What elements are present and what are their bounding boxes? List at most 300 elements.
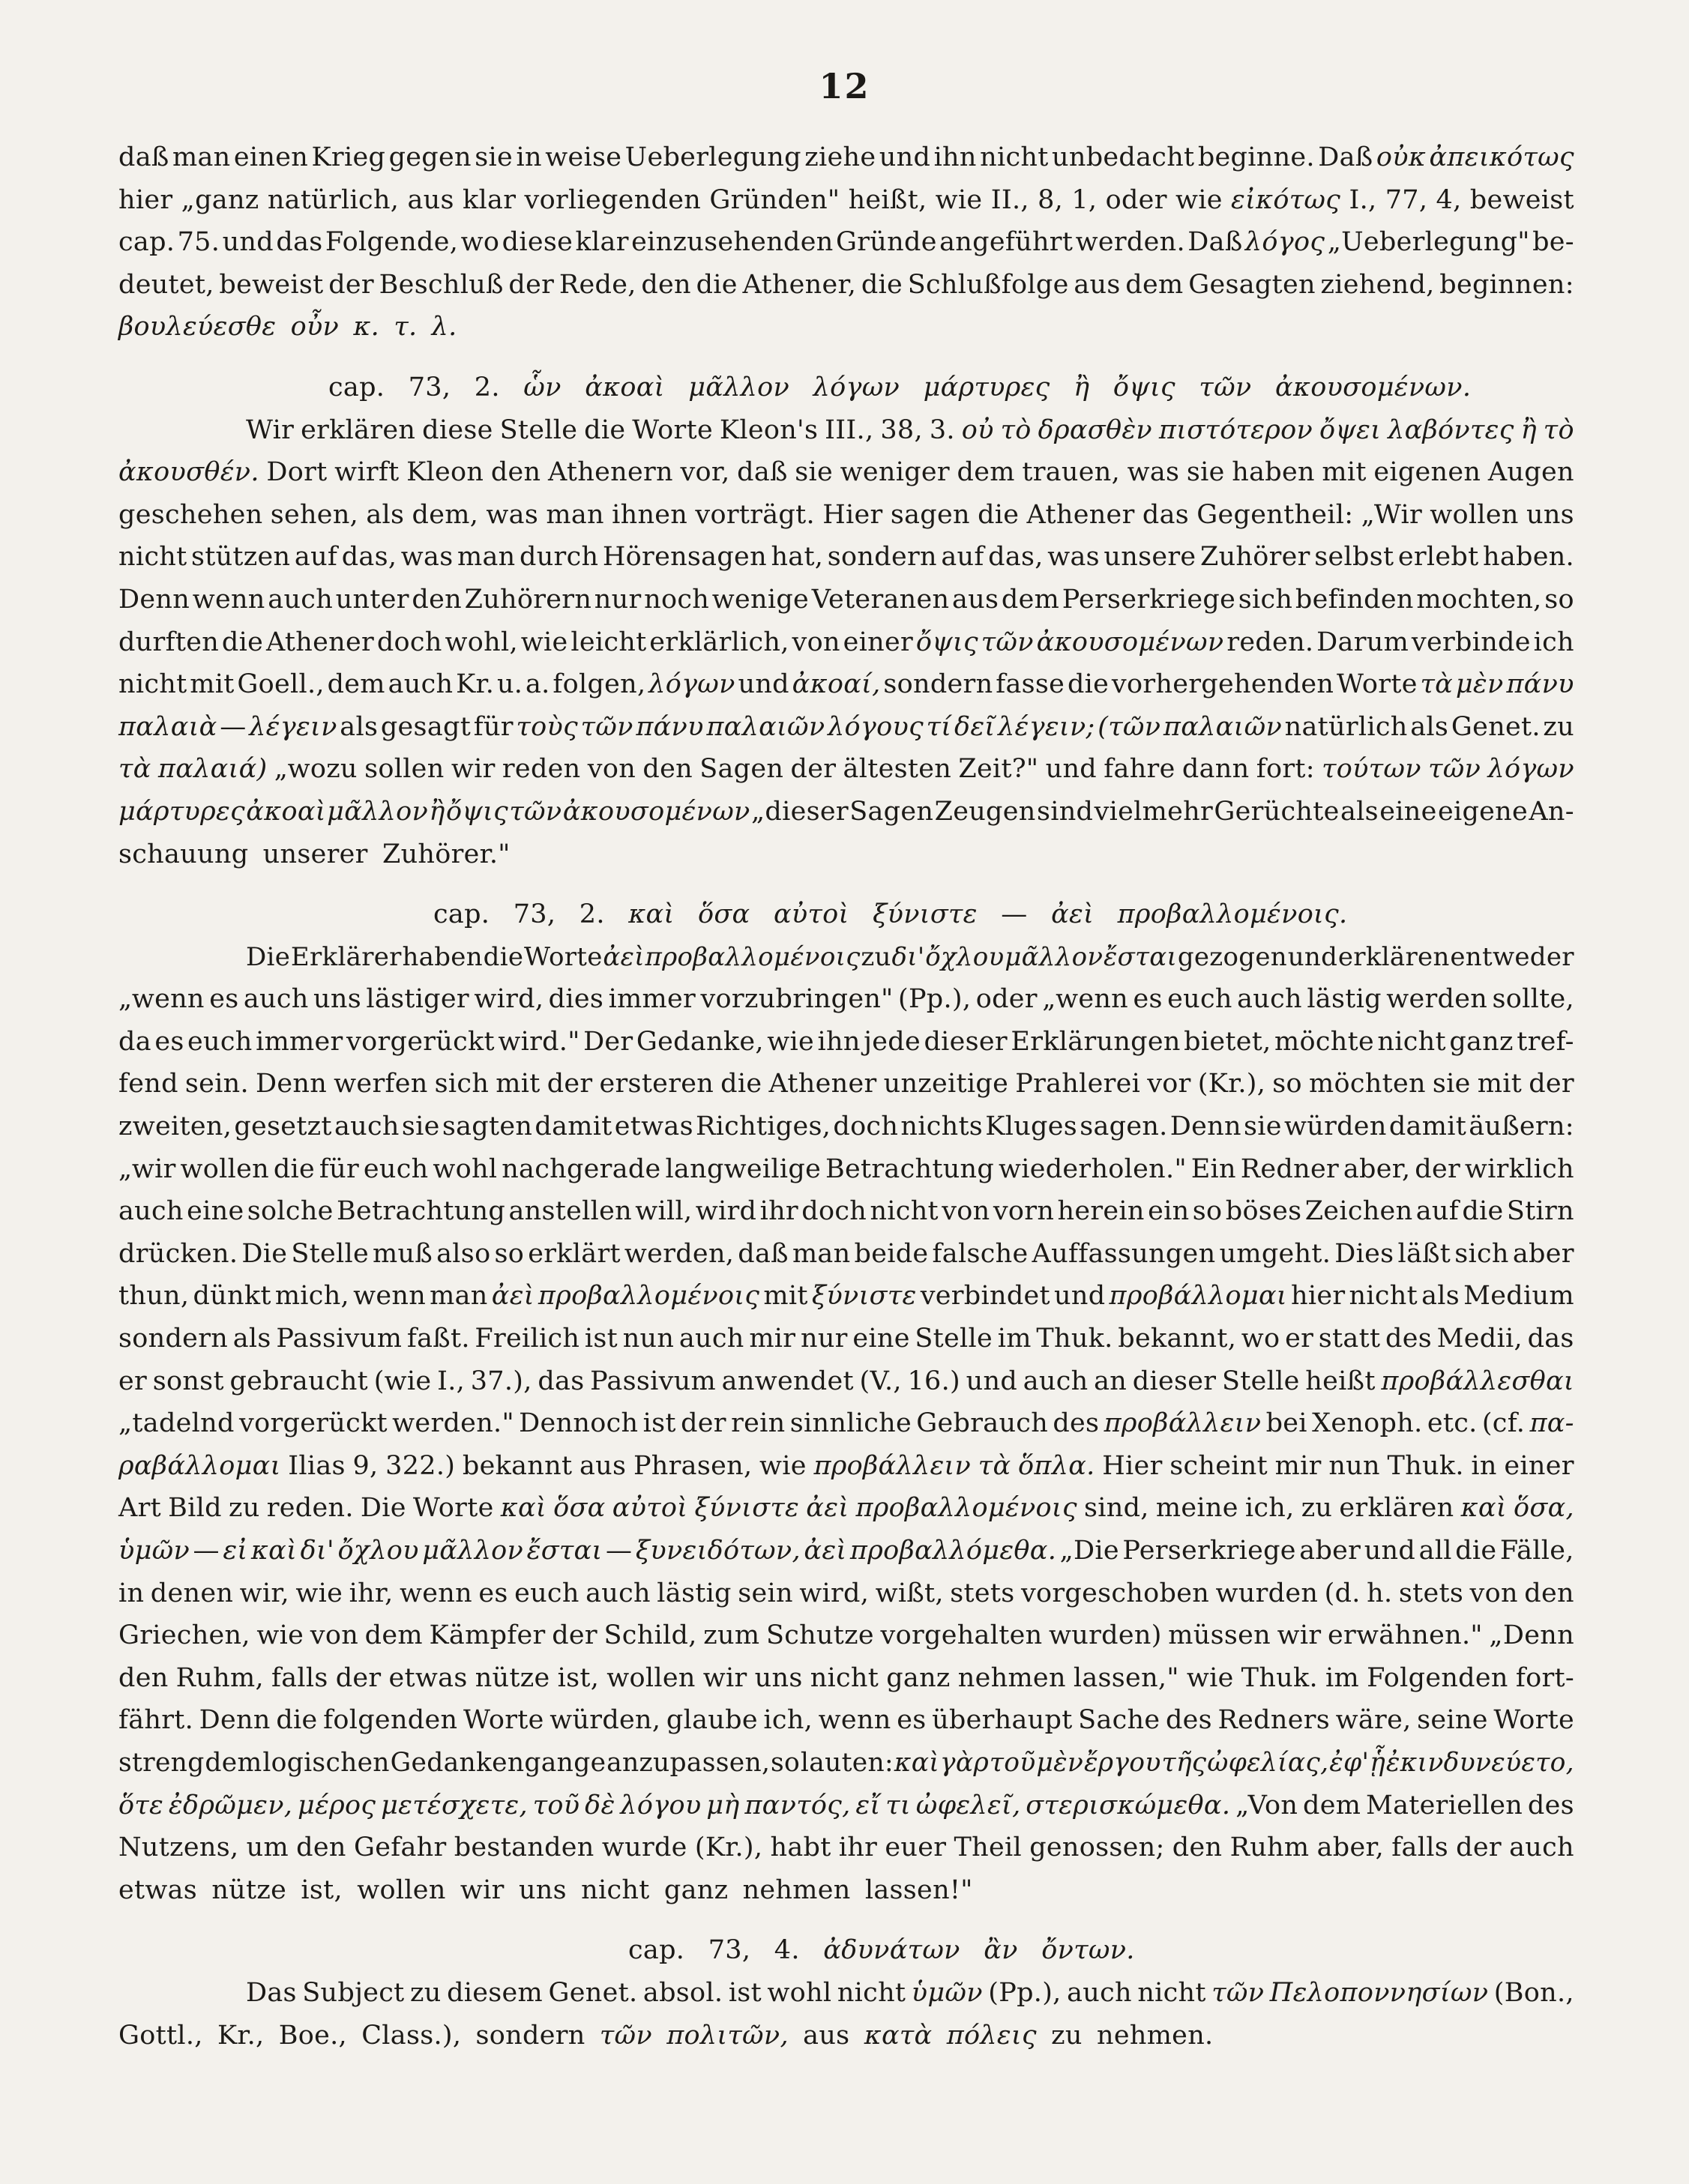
word: auch <box>1509 1832 1574 1863</box>
word: so <box>1272 1069 1302 1099</box>
word: aus <box>803 2020 850 2051</box>
text-line <box>118 978 1574 1021</box>
word: sie <box>1244 1111 1282 1142</box>
word: aus <box>579 1450 627 1481</box>
word: dem <box>1125 269 1184 300</box>
word: sondern <box>883 669 993 700</box>
word: ziehend, <box>1320 269 1435 300</box>
word: das <box>1142 499 1189 530</box>
word: nicht <box>870 1196 939 1227</box>
word: wie <box>1186 1662 1234 1693</box>
greek-word: λαβόντες <box>1388 414 1514 445</box>
word: von <box>792 627 840 657</box>
word: Medii, <box>1436 1324 1523 1354</box>
word: wir <box>460 1874 505 1905</box>
greek-word: πα- <box>1529 1408 1574 1439</box>
word: haben. <box>1482 542 1574 573</box>
word: sondern <box>475 2020 585 2051</box>
word: auch <box>334 1111 400 1142</box>
greek-word: οὐ <box>961 414 994 445</box>
word: sie <box>1186 457 1225 488</box>
word: Theil <box>954 1832 1022 1863</box>
word: „Wir <box>1361 499 1423 530</box>
word: Worte <box>632 414 713 445</box>
greek-word: μάρτυρες <box>923 372 1050 402</box>
word: wollen <box>606 1662 696 1693</box>
word: wenige <box>711 584 810 615</box>
word: sollen <box>364 754 445 785</box>
word: wir <box>451 754 496 785</box>
word: aus <box>407 184 454 215</box>
word: Dennoch <box>519 1408 639 1439</box>
word: etwas <box>614 1111 693 1142</box>
word: will, <box>635 1196 693 1227</box>
greek-word: ὄψις <box>1113 372 1175 402</box>
word: 4, <box>1436 184 1462 215</box>
word: damit <box>1388 1111 1467 1142</box>
word: Kleon <box>406 457 484 488</box>
word: reden. <box>266 1493 354 1524</box>
word: als <box>1421 1281 1460 1312</box>
word: ist, <box>301 1874 343 1905</box>
word: „Ueberlegung" <box>1327 227 1530 258</box>
word: von <box>1469 1578 1518 1608</box>
word: Zeugen <box>934 796 1036 827</box>
word: weise <box>545 142 622 172</box>
word: vorgerückt <box>239 1408 388 1439</box>
word: unserer <box>262 839 368 869</box>
word: ein <box>1148 1196 1190 1227</box>
word: mit <box>1322 457 1367 488</box>
word: nütze <box>475 1662 550 1693</box>
word: Zuhörer <box>1199 542 1310 573</box>
word: aber <box>1299 1536 1361 1566</box>
word: als <box>1340 796 1379 827</box>
text-line <box>118 1530 1574 1572</box>
word: stets <box>1398 1578 1464 1608</box>
word: Nutzens, <box>118 1832 239 1863</box>
word: mit <box>1477 1069 1523 1099</box>
word: wo <box>460 227 500 258</box>
word: Augen <box>1487 457 1574 488</box>
greek-word: μᾶλλον <box>1005 941 1104 972</box>
word: was <box>1047 542 1100 573</box>
word: dem <box>205 1747 262 1778</box>
word: unbedacht <box>1052 142 1195 172</box>
word: unter <box>335 584 409 615</box>
word: 8, <box>1038 184 1064 215</box>
word: ich, <box>1244 1493 1295 1524</box>
greek-word: καὶ <box>894 1747 940 1778</box>
word: stets <box>950 1578 1015 1608</box>
word: Freilich <box>475 1324 580 1354</box>
word: wenn <box>192 584 265 615</box>
word: erlebt <box>1397 542 1479 573</box>
word: Die <box>360 1493 406 1524</box>
word: Passivum <box>590 1366 717 1396</box>
word: ihr <box>838 1832 878 1863</box>
text-line <box>118 1699 1574 1742</box>
greek-word: ἀκοαί, <box>792 669 881 700</box>
greek-word: ἀπεικότως <box>1429 142 1574 172</box>
word: Materiellen <box>1366 1790 1523 1820</box>
word: wohl <box>433 1153 498 1184</box>
word: der <box>547 1069 593 1099</box>
word: ganz <box>1449 1026 1514 1057</box>
word: dem <box>327 669 385 700</box>
text-line <box>118 536 1574 579</box>
word: zu <box>861 941 891 972</box>
word: II., <box>990 184 1029 215</box>
text-line <box>118 1972 1574 2015</box>
word: Veteranen <box>811 584 950 615</box>
word: es <box>209 984 239 1015</box>
word: nicht <box>1349 1281 1418 1312</box>
word: Gründen" <box>709 184 840 215</box>
word: daß <box>738 1238 789 1269</box>
greek-word: ὅσα <box>553 1493 606 1524</box>
word: wirft <box>334 457 400 488</box>
greek-word: γὰρ <box>939 1747 990 1778</box>
word: eine <box>1379 796 1437 827</box>
word: man <box>792 1238 851 1269</box>
word: 73, <box>513 899 556 930</box>
word: heißt <box>1305 1366 1376 1396</box>
text-line <box>118 1275 1574 1318</box>
word: Worte <box>524 941 603 972</box>
word: man <box>457 542 516 573</box>
greek-word: δεῖ <box>954 711 996 742</box>
word: sehen, <box>270 499 359 530</box>
word: die <box>273 1153 316 1184</box>
word: doch <box>801 1196 867 1227</box>
word: wie <box>295 1578 343 1608</box>
word: eigene <box>1437 796 1529 827</box>
section-heading <box>118 366 1574 409</box>
greek-word: ἔργου <box>1083 1747 1161 1778</box>
word: der <box>1529 1069 1574 1099</box>
greek-word: τι <box>885 1790 911 1820</box>
word: Worte <box>412 1493 494 1524</box>
word: oder <box>1105 184 1167 215</box>
word: ist, <box>557 1662 600 1693</box>
word: Passivum <box>276 1324 403 1354</box>
greek-word: πάνυ <box>1506 669 1574 700</box>
word: den <box>1172 1832 1223 1863</box>
text-line <box>118 791 1574 833</box>
word: wird, <box>799 1578 870 1608</box>
word: die <box>1455 1536 1497 1566</box>
word: fasse <box>996 669 1065 700</box>
word: lästiger <box>366 984 469 1015</box>
word: klar <box>575 227 629 258</box>
word: das <box>538 1366 585 1396</box>
word: durch <box>520 542 599 573</box>
word: genossen; <box>1029 1832 1165 1863</box>
section-heading <box>118 1929 1574 1972</box>
word: muß <box>373 1238 433 1269</box>
word: beide <box>854 1238 929 1269</box>
word: 73, <box>708 1935 751 1966</box>
word: euer <box>885 1832 947 1863</box>
word: auch <box>388 669 454 700</box>
word: Worte <box>463 1705 544 1736</box>
greek-word: πάνυ <box>636 711 704 742</box>
word: in <box>1471 1450 1497 1481</box>
word: anwendet <box>721 1366 854 1396</box>
word: so <box>771 1747 801 1778</box>
greek-word: τ. <box>394 312 418 343</box>
word: es <box>897 1705 927 1736</box>
word: ich <box>1533 627 1574 657</box>
word: Daß <box>1318 142 1373 172</box>
greek-word: προβαλλομένοις. <box>1117 899 1348 930</box>
word: werden <box>1386 984 1488 1015</box>
word: wo <box>1241 1324 1280 1354</box>
word: habt <box>770 1832 831 1863</box>
text-line <box>118 1190 1574 1233</box>
word: angeführt <box>939 227 1074 258</box>
word: Denn <box>256 1069 328 1099</box>
word: Auffassungen <box>1032 1238 1216 1269</box>
word: es <box>478 1578 508 1608</box>
greek-word: ἀεὶ <box>1051 899 1095 930</box>
word: entweder <box>1450 941 1574 972</box>
word: wurde <box>601 1832 687 1863</box>
word: wäre, <box>1335 1705 1412 1736</box>
word: doch <box>833 1111 899 1142</box>
word: auch <box>585 1578 651 1608</box>
text-line <box>118 748 1574 791</box>
greek-word: ἔσται <box>526 1536 603 1566</box>
word: nütze <box>211 1874 287 1905</box>
word: was <box>486 499 539 530</box>
word: was <box>1127 457 1180 488</box>
word: erklärlich, <box>649 627 789 657</box>
word: und <box>1287 941 1338 972</box>
word: beweist <box>1469 184 1574 215</box>
word: reden <box>502 754 581 785</box>
word: Class.), <box>361 2020 462 2051</box>
text-line <box>118 136 1574 179</box>
word: den <box>490 457 541 488</box>
word: als <box>340 711 379 742</box>
word: Hier <box>1102 1450 1163 1481</box>
word: Rede, <box>559 269 636 300</box>
word: haben <box>402 941 483 972</box>
greek-word: καὶ <box>500 1493 547 1524</box>
word: Athener <box>768 1069 877 1099</box>
word: Gründe <box>836 227 937 258</box>
word: „wozu <box>274 754 358 785</box>
word: wie <box>256 1620 304 1651</box>
word: man <box>430 1281 488 1312</box>
greek-word: τῶν <box>509 796 562 827</box>
word: wir <box>1277 1620 1322 1651</box>
word: dem <box>1302 1790 1361 1820</box>
word: Beschluß <box>379 269 504 300</box>
word: falls <box>271 1662 328 1693</box>
word: doch <box>376 627 442 657</box>
word: Stelle <box>915 1324 993 1354</box>
word: so <box>1192 1196 1223 1227</box>
word: im <box>1325 1662 1359 1693</box>
word: wohl <box>767 1977 832 2008</box>
greek-word: τῶν <box>599 2020 652 2051</box>
word: sind <box>1036 796 1094 827</box>
word: böses <box>1225 1196 1302 1227</box>
word: nicht <box>118 542 187 573</box>
word: er <box>1285 1324 1314 1354</box>
word: I., <box>1349 184 1377 215</box>
word: sind, <box>1084 1493 1149 1524</box>
word: gezogen <box>1177 941 1287 972</box>
word: bekannt, <box>1118 1324 1237 1354</box>
word: wir, <box>239 1578 289 1608</box>
word: Gedankengange <box>390 1747 606 1778</box>
greek-word: λ. <box>431 312 457 343</box>
greek-word: παλαιῶν <box>706 711 825 742</box>
word: klar <box>463 184 517 215</box>
word: Gerüchte <box>1214 796 1340 827</box>
word: 2. <box>474 372 500 402</box>
word: Sache <box>1078 1705 1160 1736</box>
word: nun <box>622 1324 675 1354</box>
word: euch <box>187 1026 253 1057</box>
word: nachgerade <box>502 1153 661 1184</box>
word: wißt, <box>875 1578 944 1608</box>
word: er <box>118 1366 148 1396</box>
word: falls <box>1391 1832 1448 1863</box>
word: mit <box>496 1069 541 1099</box>
word: immer <box>256 1026 343 1057</box>
greek-word: οὖν <box>290 312 340 343</box>
word: Zuhörer." <box>382 839 511 869</box>
word: wiederholen." <box>998 1153 1187 1184</box>
word: An- <box>1529 796 1574 827</box>
word: also <box>436 1238 491 1269</box>
word: bestanden <box>454 1832 594 1863</box>
word: noch <box>644 584 710 615</box>
greek-word: ἀκουσομένων <box>1036 627 1224 657</box>
word: ihr, <box>349 1578 394 1608</box>
word: wohl, <box>445 627 518 657</box>
word: überhaupt <box>932 1705 1073 1736</box>
greek-word: τὰ <box>118 754 151 785</box>
word: sondern <box>827 542 937 573</box>
greek-word: ξυνειδότων, <box>635 1536 801 1566</box>
word: vorgehalten <box>880 1620 1043 1651</box>
word: ganz <box>886 1662 951 1693</box>
word: sie <box>795 457 834 488</box>
word: sein. <box>184 1069 249 1099</box>
word: für <box>473 711 514 742</box>
greek-word: ξύνιστε <box>694 1493 800 1524</box>
word: Kämpfer <box>429 1620 546 1651</box>
word: drücken. <box>118 1238 238 1269</box>
word: des <box>1385 1324 1432 1354</box>
word: des <box>1527 1790 1574 1820</box>
word: — <box>193 1536 220 1566</box>
word: immer <box>608 984 696 1015</box>
word: nicht <box>581 1874 650 1905</box>
word: mochten, <box>1416 584 1542 615</box>
word: beginnen: <box>1439 269 1574 300</box>
word: „wenn <box>1042 984 1129 1015</box>
word: nur <box>800 1324 848 1354</box>
greek-word: ἐδρῶμεν, <box>168 1790 293 1820</box>
word: geschehen <box>118 499 263 530</box>
greek-word: κ. <box>353 312 380 343</box>
word: hat, <box>771 542 824 573</box>
word: fahre <box>1104 754 1175 785</box>
word: des <box>1165 1705 1212 1736</box>
word: dies <box>548 984 604 1015</box>
word: auch <box>1023 1366 1089 1396</box>
word: (V., <box>859 1366 902 1396</box>
word: Kr., <box>217 2020 265 2051</box>
text-line <box>118 1233 1574 1276</box>
word: fährt. <box>118 1705 194 1736</box>
word: und <box>879 142 931 172</box>
word: auch <box>268 584 334 615</box>
greek-word: τὸ <box>1543 414 1574 445</box>
word: aber <box>1512 1238 1574 1269</box>
word: vorgerückt <box>346 1026 495 1057</box>
word: Richtiges, <box>696 1111 831 1142</box>
word: Goell., <box>237 669 325 700</box>
word: nicht <box>837 1977 906 2008</box>
greek-word: μὲν <box>1455 669 1504 700</box>
word: fend <box>118 1069 178 1099</box>
greek-word: ὄψει <box>1319 414 1382 445</box>
word: Prahlerei <box>1015 1069 1141 1099</box>
word: etwas <box>118 1874 198 1905</box>
word: Kr. <box>456 669 495 700</box>
word: beginne. <box>1197 142 1315 172</box>
word: Daß <box>1187 227 1243 258</box>
word: „tadelnd <box>118 1408 235 1439</box>
greek-word: παλαιὰ <box>118 711 217 742</box>
greek-word: ὅσα <box>697 899 750 930</box>
section-spacer <box>118 349 1574 366</box>
word: (Pp.), <box>988 1977 1062 2008</box>
word: wollen <box>1430 499 1519 530</box>
word: es <box>1133 984 1163 1015</box>
greek-word: μετέσχετε, <box>381 1790 528 1820</box>
word: äußern: <box>1469 1111 1574 1142</box>
word: mir <box>1274 1450 1322 1481</box>
word: Schutze <box>765 1620 874 1651</box>
word: dem <box>957 457 1015 488</box>
word: Athener <box>1026 499 1135 530</box>
word: Die <box>241 1238 288 1269</box>
word: Ilias <box>288 1450 346 1481</box>
word: dann <box>1181 754 1250 785</box>
word: wurden <box>1215 1578 1319 1608</box>
word: fort- <box>1515 1662 1574 1693</box>
word: Thuk. <box>1387 1450 1464 1481</box>
word: wollen <box>357 1874 446 1905</box>
word: werden, <box>624 1238 735 1269</box>
greek-word: ἀδυνάτων <box>823 1935 960 1966</box>
word: folgen, <box>553 669 646 700</box>
word: erklären <box>1337 941 1450 972</box>
word: weniger <box>840 457 950 488</box>
word: und <box>1054 1281 1106 1312</box>
text-line <box>118 1318 1574 1360</box>
word: zum <box>703 1620 760 1651</box>
